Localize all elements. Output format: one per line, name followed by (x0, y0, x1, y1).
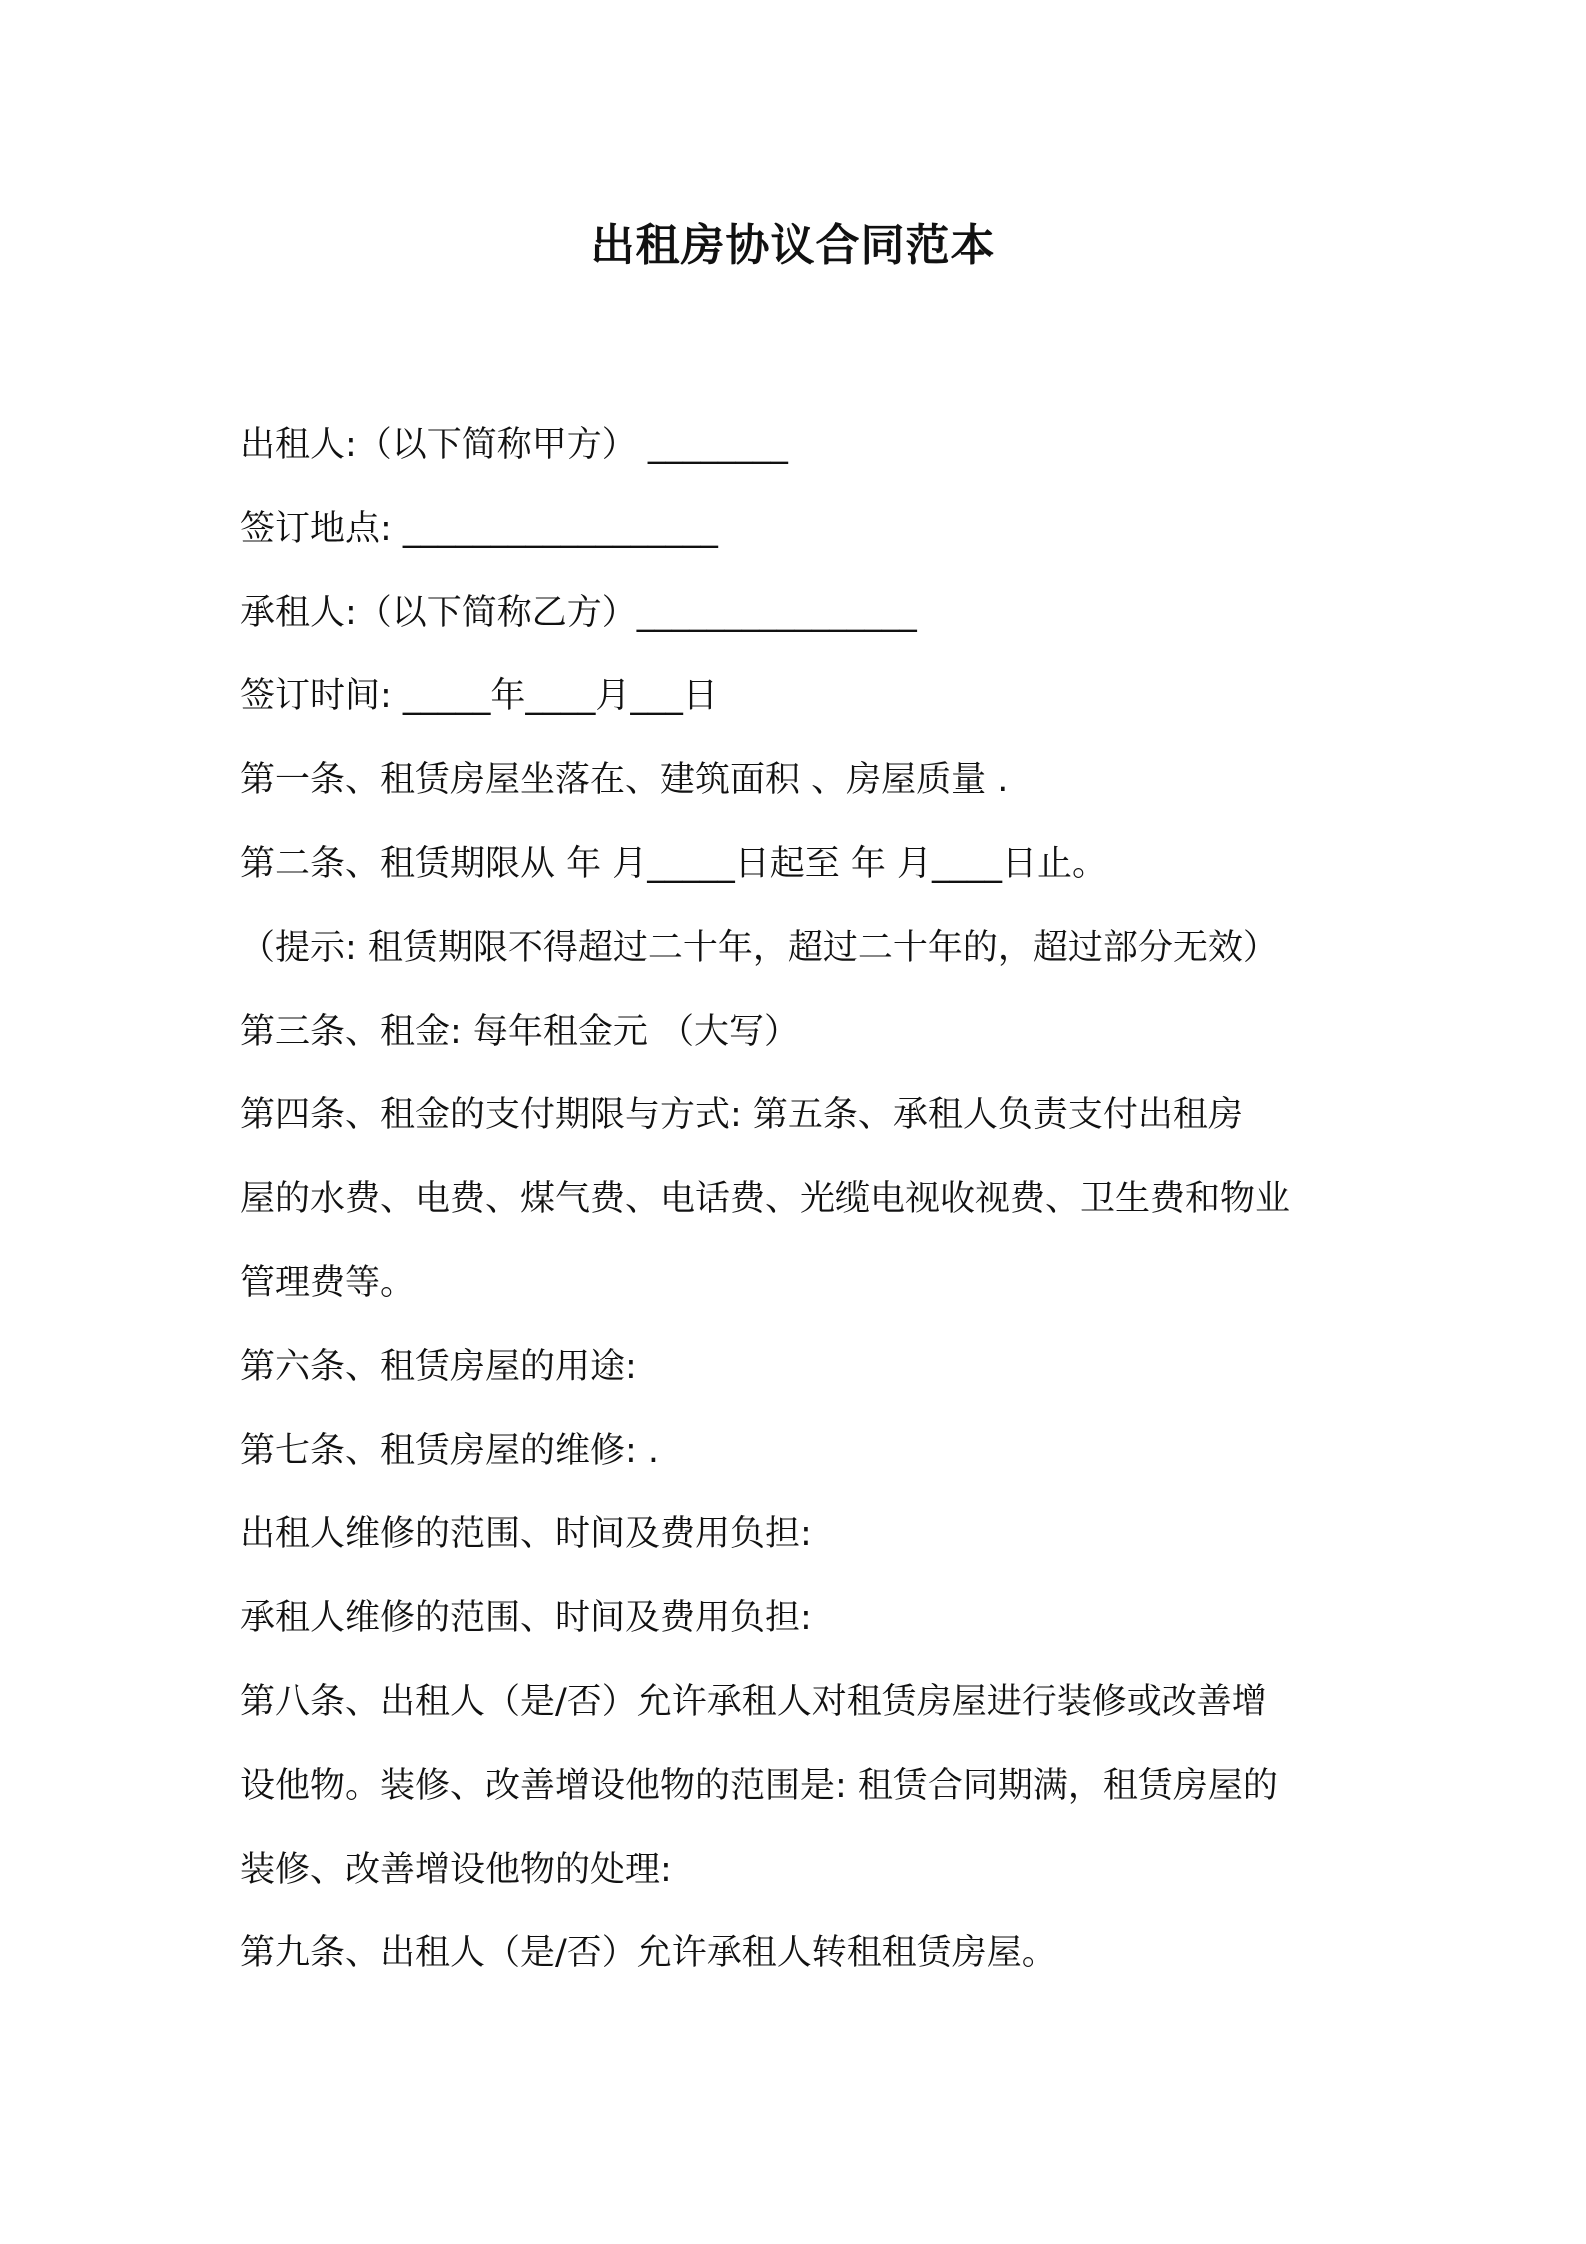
article-9: 第九条、出租人（是/否）允许承租人转租租赁房屋。 (240, 1933, 1057, 1974)
article-5-line-2: 屋的水费、电费、煤气费、电话费、光缆电视收视费、卫生费和物业 (240, 1179, 1291, 1220)
article-1: 第一条、租赁房屋坐落在、建筑面积 、房屋质量 . (240, 760, 1009, 801)
signing-place-line: 签订地点: __________________ (240, 508, 718, 549)
article-2: 第二条、租赁期限从 年 月_____日起至 年 月____日止。 (240, 843, 1108, 884)
article-5-line-3: 管理费等。 (240, 1262, 416, 1303)
article-8-line-1: 第八条、出租人（是/否）允许承租人对租赁房屋进行装修或改善增 (240, 1681, 1267, 1722)
document-title: 出租房协议合同范本 (590, 220, 996, 271)
article-8-line-3: 装修、改善增设他物的处理: (240, 1849, 672, 1890)
article-3: 第三条、租金: 每年租金元 （大写） (240, 1011, 800, 1052)
document-body (240, 404, 1360, 1996)
article-7: 第七条、租赁房屋的维修: . (240, 1430, 660, 1471)
tenant-repair-line: 承租人维修的范围、时间及费用负担: (240, 1598, 812, 1639)
article-8-line-2: 设他物。装修、改善增设他物的范围是: 租赁合同期满，租赁房屋的 (240, 1765, 1278, 1806)
landlord-line: 出租人:（以下简称甲方） ________ (240, 425, 788, 465)
landlord-repair-line: 出租人维修的范围、时间及费用负担: (240, 1514, 812, 1555)
signing-date-line: 签订时间: _____年____月___日 (240, 676, 718, 717)
tenant-line: 承租人:（以下简称乙方）________________ (240, 592, 917, 633)
article-2-note: （提示: 租赁期限不得超过二十年，超过二十年的，超过部分无效） (240, 927, 1278, 968)
article-4-5-line-1: 第四条、租金的支付期限与方式: 第五条、承租人负责支付出租房 (240, 1095, 1243, 1136)
article-6: 第六条、租赁房屋的用途: (240, 1346, 637, 1387)
